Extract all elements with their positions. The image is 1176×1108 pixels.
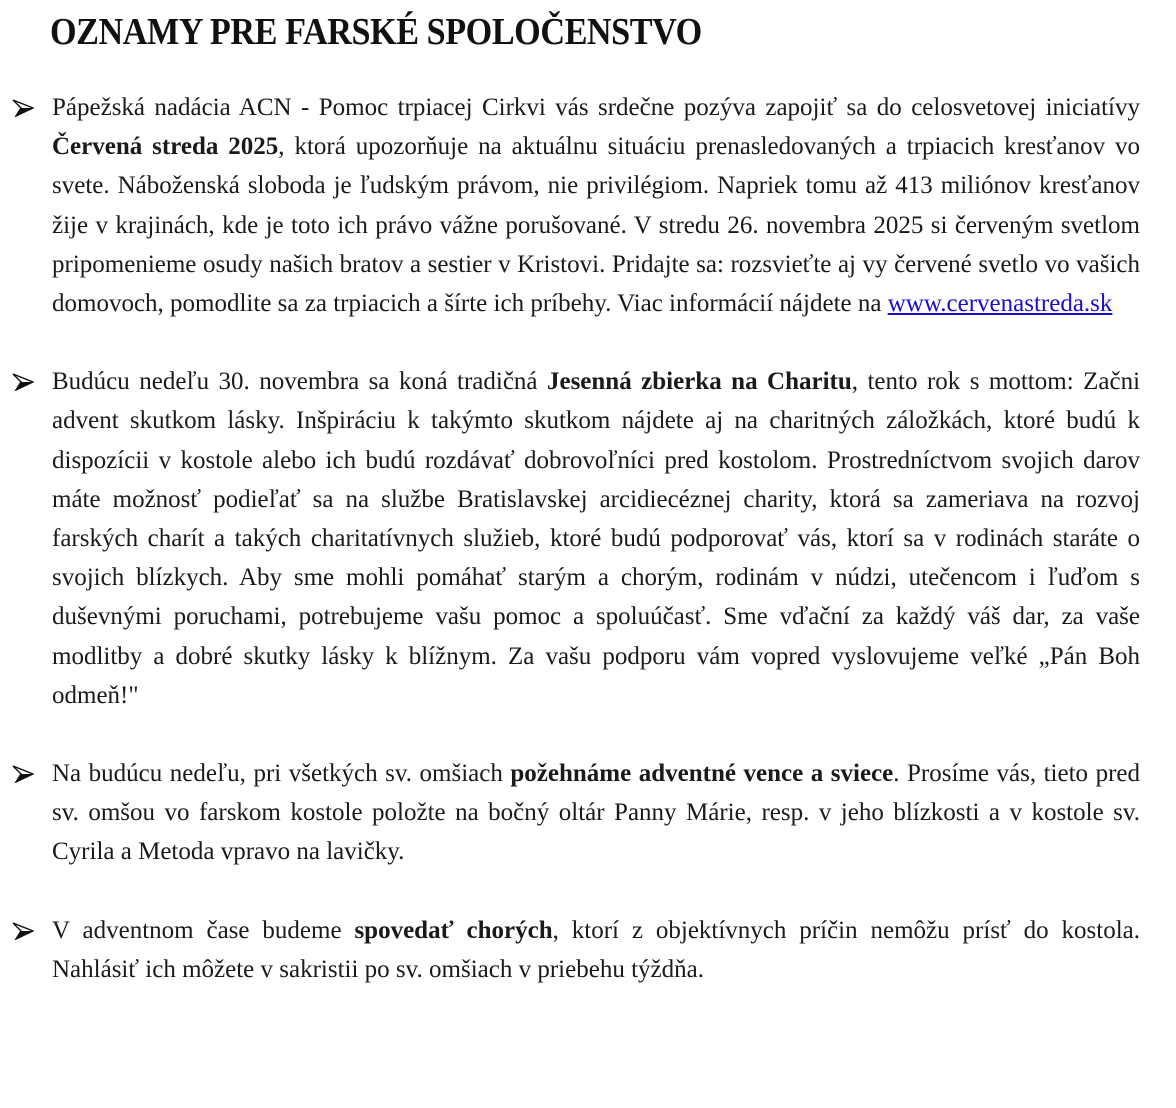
announcement-item-charity-collection [0, 362, 1176, 715]
cervenastreda-link[interactable]: www.cervenastreda.sk [887, 290, 1113, 318]
highlight-advent-wreaths: požehnáme adventné vence a sviece [510, 760, 894, 788]
text-segment: , ktorí z objektívnych príčin nemôžu prísť do kostola. Nahlásiť ich môžete v sakristii po sv. omšiach v priebehu týždňa. [52, 916, 1140, 983]
page-title: OZNAMY PRE FARSKÉ SPOLOČENSTVO [50, 11, 702, 53]
announcement-item-confession-sick [0, 911, 1176, 989]
announcement-text [52, 88, 1140, 323]
text-segment: V adventnom čase budeme [52, 916, 355, 944]
highlight-charity-collection: Jesenná zbierka na Charitu [546, 368, 852, 396]
highlight-confession-sick: spovedať chorých [354, 916, 553, 944]
text-segment: Na budúcu nedeľu, pri všetkých sv. omšiach [52, 760, 511, 788]
text-segment: , tento rok s mottom: Začni advent skutkom lásky. Inšpiráciu k takýmto skutkom nájdete aj na charitných záložkách, ktoré budú k dispozícii v kostole alebo ich budú rozdávať dobrovoľníci pred kostolom. Prostredníctvom svojich darov máte možnosť podieľať sa na službe Bratislavskej arcidiecéznej charity, ktorá sa zameriava na rozvoj farských charít a takých charitatívnych služieb, ktoré budú podporovať vás, ktorí sa v rodinách staráte o svojich blízkych. Aby sme mohli pomáhať starým a chorým, rodinám v núdzi, utečencom i ľuďom s duševnými poruchami, potrebujeme vašu pomoc a spoluúčasť. Sme vďační za každý váš dar, za vaše modlitby a dobré skutky lásky k blížnym. Za vašu podporu vám vopred vyslovujeme veľké „Pán Boh odmeň!" [52, 368, 1141, 709]
text-segment: , ktorá upozorňuje na aktuálnu situáciu prenasledovaných a trpiacich kresťanov vo svete. Náboženská sloboda je ľudským právom, nie privilégiom. Napriek tomu až 413 miliónov kresťanov žije v krajinách, kde je toto ich právo vážne porušované. V stredu 26. novembra 2025 si červeným svetlom pripomenieme osudy našich bratov a sestier v Kristovi. Pridajte sa: rozsvieťte aj vy červené svetlo vo vašich domovoch, pomodlite sa za trpiacich a šírte ich príbehy. Viac informácií nájdete na [52, 133, 1140, 318]
announcement-item-red-wednesday [0, 88, 1176, 323]
announcement-list [0, 88, 1176, 1028]
announcement-text [52, 911, 1140, 989]
announcement-item-advent-wreaths [0, 754, 1176, 872]
arrowhead-bullet-icon [12, 373, 34, 391]
highlight-red-wednesday: Červená streda 2025 [52, 133, 279, 161]
announcement-text [52, 362, 1140, 715]
text-segment: . Prosíme vás, tieto pred sv. omšou vo farskom kostole položte na bočný oltár Panny Márie, resp. v jeho blízkosti a v kostole sv. Cyrila a Metoda vpravo na lavičky. [52, 760, 1140, 866]
announcement-text [52, 754, 1140, 872]
arrowhead-bullet-icon [12, 99, 34, 117]
text-segment: Pápežská nadácia ACN - Pomoc trpiacej Cirkvi vás srdečne pozýva zapojiť sa do celosvetovej iniciatívy [52, 94, 1140, 121]
arrowhead-bullet-icon [12, 922, 34, 940]
text-segment: Budúcu nedeľu 30. novembra sa koná tradičná [52, 368, 547, 396]
arrowhead-bullet-icon [12, 765, 34, 783]
